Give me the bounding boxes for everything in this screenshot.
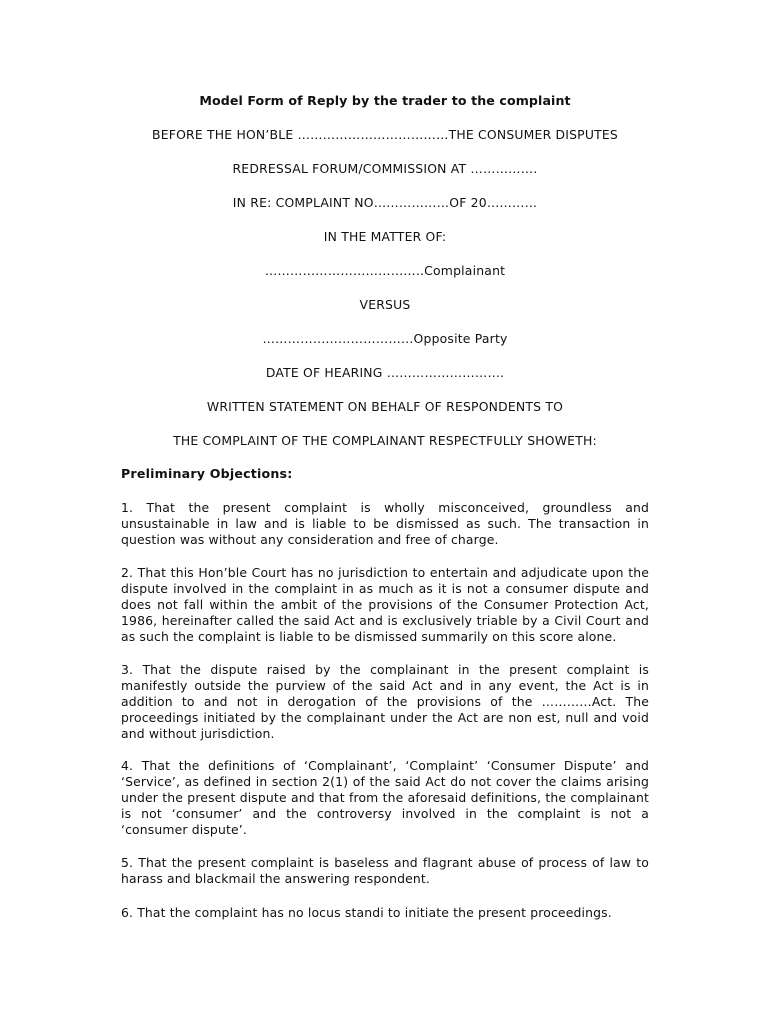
paragraph-2: 2. That this Hon’ble Court has no jurisdiction to entertain and adjudicate upon the dispute involved in the complaint in as much as it is not a consumer dispute and does not fall within the ambit of the provisions of the Consumer Protection Act, 1986, hereinafter called the said Act and is exclusively triable by a Civil Court and as such the complaint is liable to be dismissed summarily on this score alone. xyxy=(121,565,649,644)
header-line-complaint-no: IN RE: COMPLAINT NO………………OF 20………… xyxy=(232,195,538,210)
header-line-respectfully-showeth: THE COMPLAINT OF THE COMPLAINANT RESPECTFULLY SHOWETH: xyxy=(173,433,597,448)
header-line-written-statement: WRITTEN STATEMENT ON BEHALF OF RESPONDENTS TO xyxy=(206,399,564,414)
paragraph-6: 6. That the complaint has no locus standi to initiate the present proceedings. xyxy=(121,905,612,920)
header-line-complainant: ………………………………..Complainant xyxy=(264,263,506,278)
header-line-forum: REDRESSAL FORUM/COMMISSION AT ……………. xyxy=(232,161,538,176)
header-line-date-of-hearing: DATE OF HEARING ………………………. xyxy=(265,365,505,380)
header-line-versus: VERSUS xyxy=(359,297,411,312)
header-line-court: BEFORE THE HON’BLE ………………………………THE CONSUMER DISPUTES xyxy=(152,127,618,142)
paragraph-3: 3. That the dispute raised by the complainant in the present complaint is manifestly outside the purview of the said Act and in any event, the Act is in addition to and not in derogation of the provisions of the …………Act. The proceedings initiated by the complainant under the Act are non est, null and void and without jurisdiction. xyxy=(121,662,649,741)
document-title: Model Form of Reply by the trader to the complaint xyxy=(199,93,571,108)
section-heading-preliminary-objections: Preliminary Objections: xyxy=(121,466,293,481)
paragraph-4: 4. That the definitions of ‘Complainant’, ‘Complaint’ ‘Consumer Dispute’ and ‘Service’, as defined in section 2(1) of the said Act do not cover the claims arising under the present dispute and that from the aforesaid definitions, the complainant is not ‘consumer’ and the controversy involved in the complaint is not a ‘consumer dispute’. xyxy=(121,758,649,837)
paragraph-1: 1. That the present complaint is wholly misconceived, groundless and unsustainable in law and is liable to be dismissed as such. The transaction in question was without any consideration and free of charge. xyxy=(121,500,649,547)
paragraph-5: 5. That the present complaint is baseless and flagrant abuse of process of law to harass and blackmail the answering respondent. xyxy=(121,855,649,886)
header-line-opposite-party: ………………………………Opposite Party xyxy=(262,331,508,346)
header-line-in-the-matter: IN THE MATTER OF: xyxy=(323,229,447,244)
